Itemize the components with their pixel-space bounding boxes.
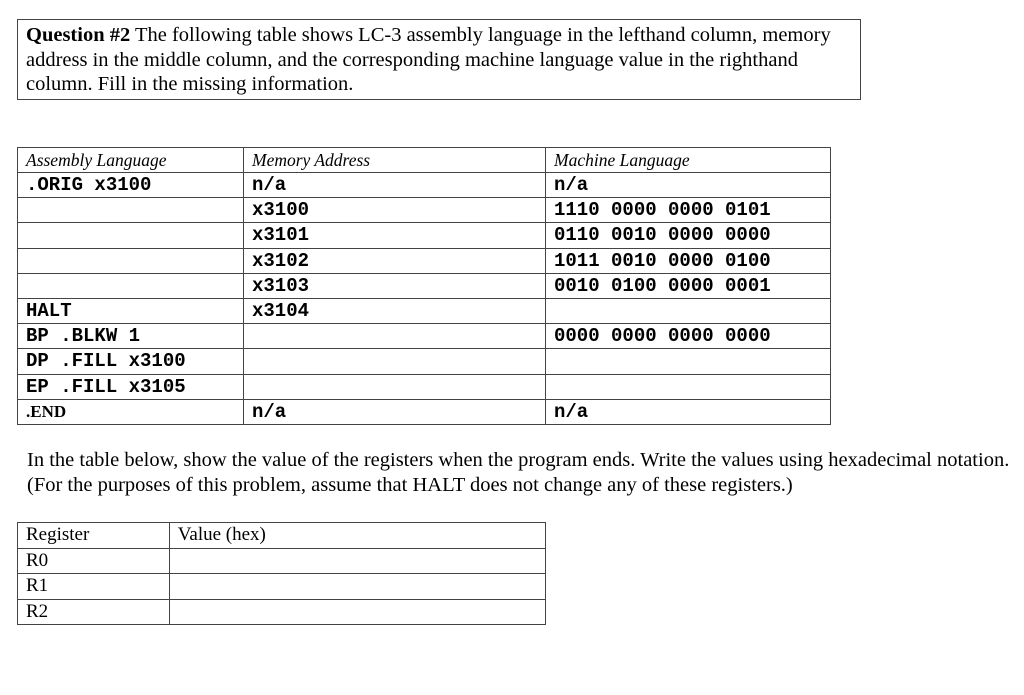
table-row: [18, 599, 546, 625]
assembly-cell: .ORIG x3100: [18, 173, 244, 198]
table-row: [18, 198, 831, 223]
table-row: [18, 374, 831, 399]
machine-cell[interactable]: [546, 349, 831, 374]
machine-cell: 1011 0010 0000 0100: [546, 248, 831, 273]
machine-cell[interactable]: [546, 374, 831, 399]
address-cell: n/a: [244, 399, 546, 424]
address-cell[interactable]: [244, 324, 546, 349]
assembly-cell[interactable]: [18, 223, 244, 248]
machine-cell: 0000 0000 0000 0000: [546, 324, 831, 349]
address-cell: x3100: [244, 198, 546, 223]
machine-cell: 0010 0100 0000 0001: [546, 273, 831, 298]
assembly-cell: .END: [18, 399, 244, 424]
table-row: [18, 223, 831, 248]
register-name-cell: R0: [18, 548, 170, 574]
table-row: [18, 298, 831, 323]
assembly-cell: HALT: [18, 298, 244, 323]
register-value-cell[interactable]: [169, 574, 545, 600]
assembly-cell[interactable]: [18, 198, 244, 223]
table-row: [18, 248, 831, 273]
table-row: [18, 324, 831, 349]
assembly-cell[interactable]: [18, 248, 244, 273]
machine-cell: 1110 0000 0000 0101: [546, 198, 831, 223]
assembly-table: [17, 147, 831, 425]
header-machine-language: Machine Language: [546, 148, 831, 173]
assembly-cell: EP .FILL x3105: [18, 374, 244, 399]
header-assembly-language: Assembly Language: [18, 148, 244, 173]
header-memory-address: Memory Address: [244, 148, 546, 173]
table-row: [18, 349, 831, 374]
register-name-cell: R1: [18, 574, 170, 600]
table-row: [18, 399, 831, 424]
table-row: [18, 173, 831, 198]
register-value-cell[interactable]: [169, 548, 545, 574]
address-cell: x3102: [244, 248, 546, 273]
address-cell: n/a: [244, 173, 546, 198]
instructions-text: In the table below, show the value of the registers when the program ends. Write the values using hexadecimal notation. (For the purposes of this problem, assume that HALT does not change any of these registers.): [27, 449, 1010, 496]
header-register: Register: [18, 523, 170, 549]
assembly-table-header: [18, 148, 831, 173]
question-label: Question #2: [26, 24, 131, 46]
address-cell: x3101: [244, 223, 546, 248]
question-box: [17, 19, 861, 100]
machine-cell: n/a: [546, 173, 831, 198]
register-table: [17, 522, 546, 625]
address-cell[interactable]: [244, 374, 546, 399]
register-name-cell: R2: [18, 599, 170, 625]
assembly-cell: BP .BLKW 1: [18, 324, 244, 349]
table-row: [18, 574, 546, 600]
question-text: The following table shows LC-3 assembly language in the lefthand column, memory address in the middle column, and the corresponding machine language value in the righthand column. Fill in the missing information.: [26, 24, 831, 95]
register-value-cell[interactable]: [169, 599, 545, 625]
address-cell: x3104: [244, 298, 546, 323]
address-cell[interactable]: [244, 349, 546, 374]
address-cell: x3103: [244, 273, 546, 298]
machine-cell[interactable]: [546, 298, 831, 323]
header-value-hex: Value (hex): [169, 523, 545, 549]
assembly-cell[interactable]: [18, 273, 244, 298]
machine-cell: 0110 0010 0000 0000: [546, 223, 831, 248]
register-table-header: [18, 523, 546, 549]
table-row: [18, 548, 546, 574]
assembly-cell: DP .FILL x3100: [18, 349, 244, 374]
machine-cell: n/a: [546, 399, 831, 424]
table-row: [18, 273, 831, 298]
